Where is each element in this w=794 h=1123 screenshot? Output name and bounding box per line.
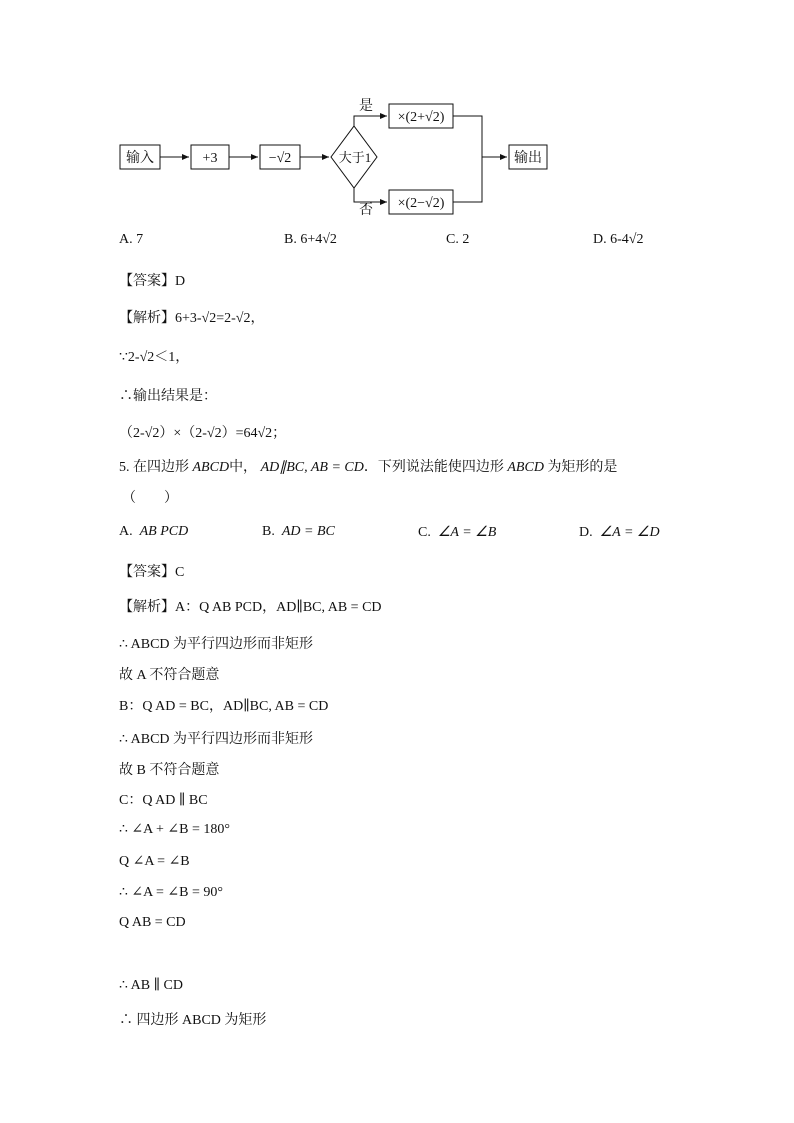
q5-option-d-label: D. — [579, 525, 593, 540]
q5-option-b-label: B. — [262, 524, 275, 539]
q5-line-3: 故 A 不符合题意 — [119, 668, 220, 683]
yes-label: 是 — [359, 99, 373, 114]
q5-line-5: ∴ ABCD 为平行四边形而非矩形 — [119, 732, 314, 747]
q5-stem-abcd1: ABCD — [192, 460, 230, 475]
q4-option-c: C. 2 — [446, 232, 470, 247]
output-label: 输出 — [514, 151, 542, 166]
flowchart — [0, 0, 794, 230]
q4-analysis — [119, 307, 264, 327]
q5-option-c-text: ∠A = ∠B — [437, 525, 497, 540]
q4-because: ∵2-√2＜1， — [119, 350, 190, 365]
q5-option-b-text: AD = BC — [281, 524, 335, 539]
q5-line-11: Q AB = CD — [119, 915, 186, 930]
q5-stem-end: 为矩形的是 — [547, 460, 618, 475]
q5-line-13: ∴ 四边形 ABCD 为矩形 — [119, 1013, 267, 1028]
q5-option-a-label: A. — [119, 524, 133, 539]
decision-label: 大于1 — [338, 150, 372, 165]
q5-line-4: B：Q AD = BC，AD∥BC, AB = CD — [119, 699, 329, 714]
q4-option-d: D. 6-4√2 — [593, 232, 644, 247]
q5-line-10: ∴ ∠A = ∠B = 90° — [119, 885, 223, 900]
q5-option-d-text: ∠A = ∠D — [599, 525, 660, 540]
q5-stem-abcd2: ABCD — [507, 460, 544, 475]
input-label: 输入 — [126, 151, 154, 166]
q5-option-a-text: AB PCD — [139, 524, 189, 539]
q4-therefore: ∴输出结果是： — [119, 389, 217, 404]
q5-stem — [119, 456, 617, 476]
add-label: +3 — [202, 151, 218, 166]
q5-paren: （ ） — [122, 491, 178, 506]
q5-line-8: ∴ ∠A + ∠B = 180° — [119, 822, 230, 837]
no-box-label: ×(2−√2) — [397, 196, 445, 211]
analysis-line: 6+3-√2=2-√2， — [175, 311, 265, 326]
q5-stem-mid: 中， — [229, 460, 258, 475]
q5-answer: 【答案】C — [119, 565, 185, 580]
q5-stem-prefix: 5. 在四边形 — [119, 460, 189, 475]
analysis-label: 【解析】 — [119, 311, 175, 326]
q5-line-12: ∴ AB ∥ CD — [119, 978, 183, 993]
q4-result: （2-√2）×（2-√2）=64√2； — [119, 426, 287, 441]
q5-line-9: Q ∠A = ∠B — [119, 854, 190, 869]
q5-line-1: 【解析】A：Q AB PCD，AD∥BC, AB = CD — [119, 600, 382, 615]
q5-option-c-label: C. — [418, 525, 431, 540]
q5-stem-cond: AD∥BC, AB = CD — [260, 460, 364, 475]
yes-box-label: ×(2+√2) — [397, 110, 445, 125]
q5-line-7: C：Q AD ∥ BC — [119, 793, 208, 808]
q4-answer: 【答案】D — [119, 274, 186, 289]
q5-option-b — [262, 524, 335, 540]
sub-label: −√2 — [268, 151, 292, 166]
no-label: 否 — [359, 203, 373, 218]
q4-option-a: A. 7 — [119, 232, 144, 247]
q5-stem-suffix: ．下列说法能使四边形 — [363, 460, 504, 475]
q5-option-d — [579, 524, 660, 541]
q5-line-2: ∴ ABCD 为平行四边形而非矩形 — [119, 637, 314, 652]
q5-line-6: 故 B 不符合题意 — [119, 763, 220, 778]
q5-option-c — [418, 524, 496, 541]
q5-option-a — [119, 524, 188, 540]
q4-option-b: B. 6+4√2 — [284, 232, 337, 247]
